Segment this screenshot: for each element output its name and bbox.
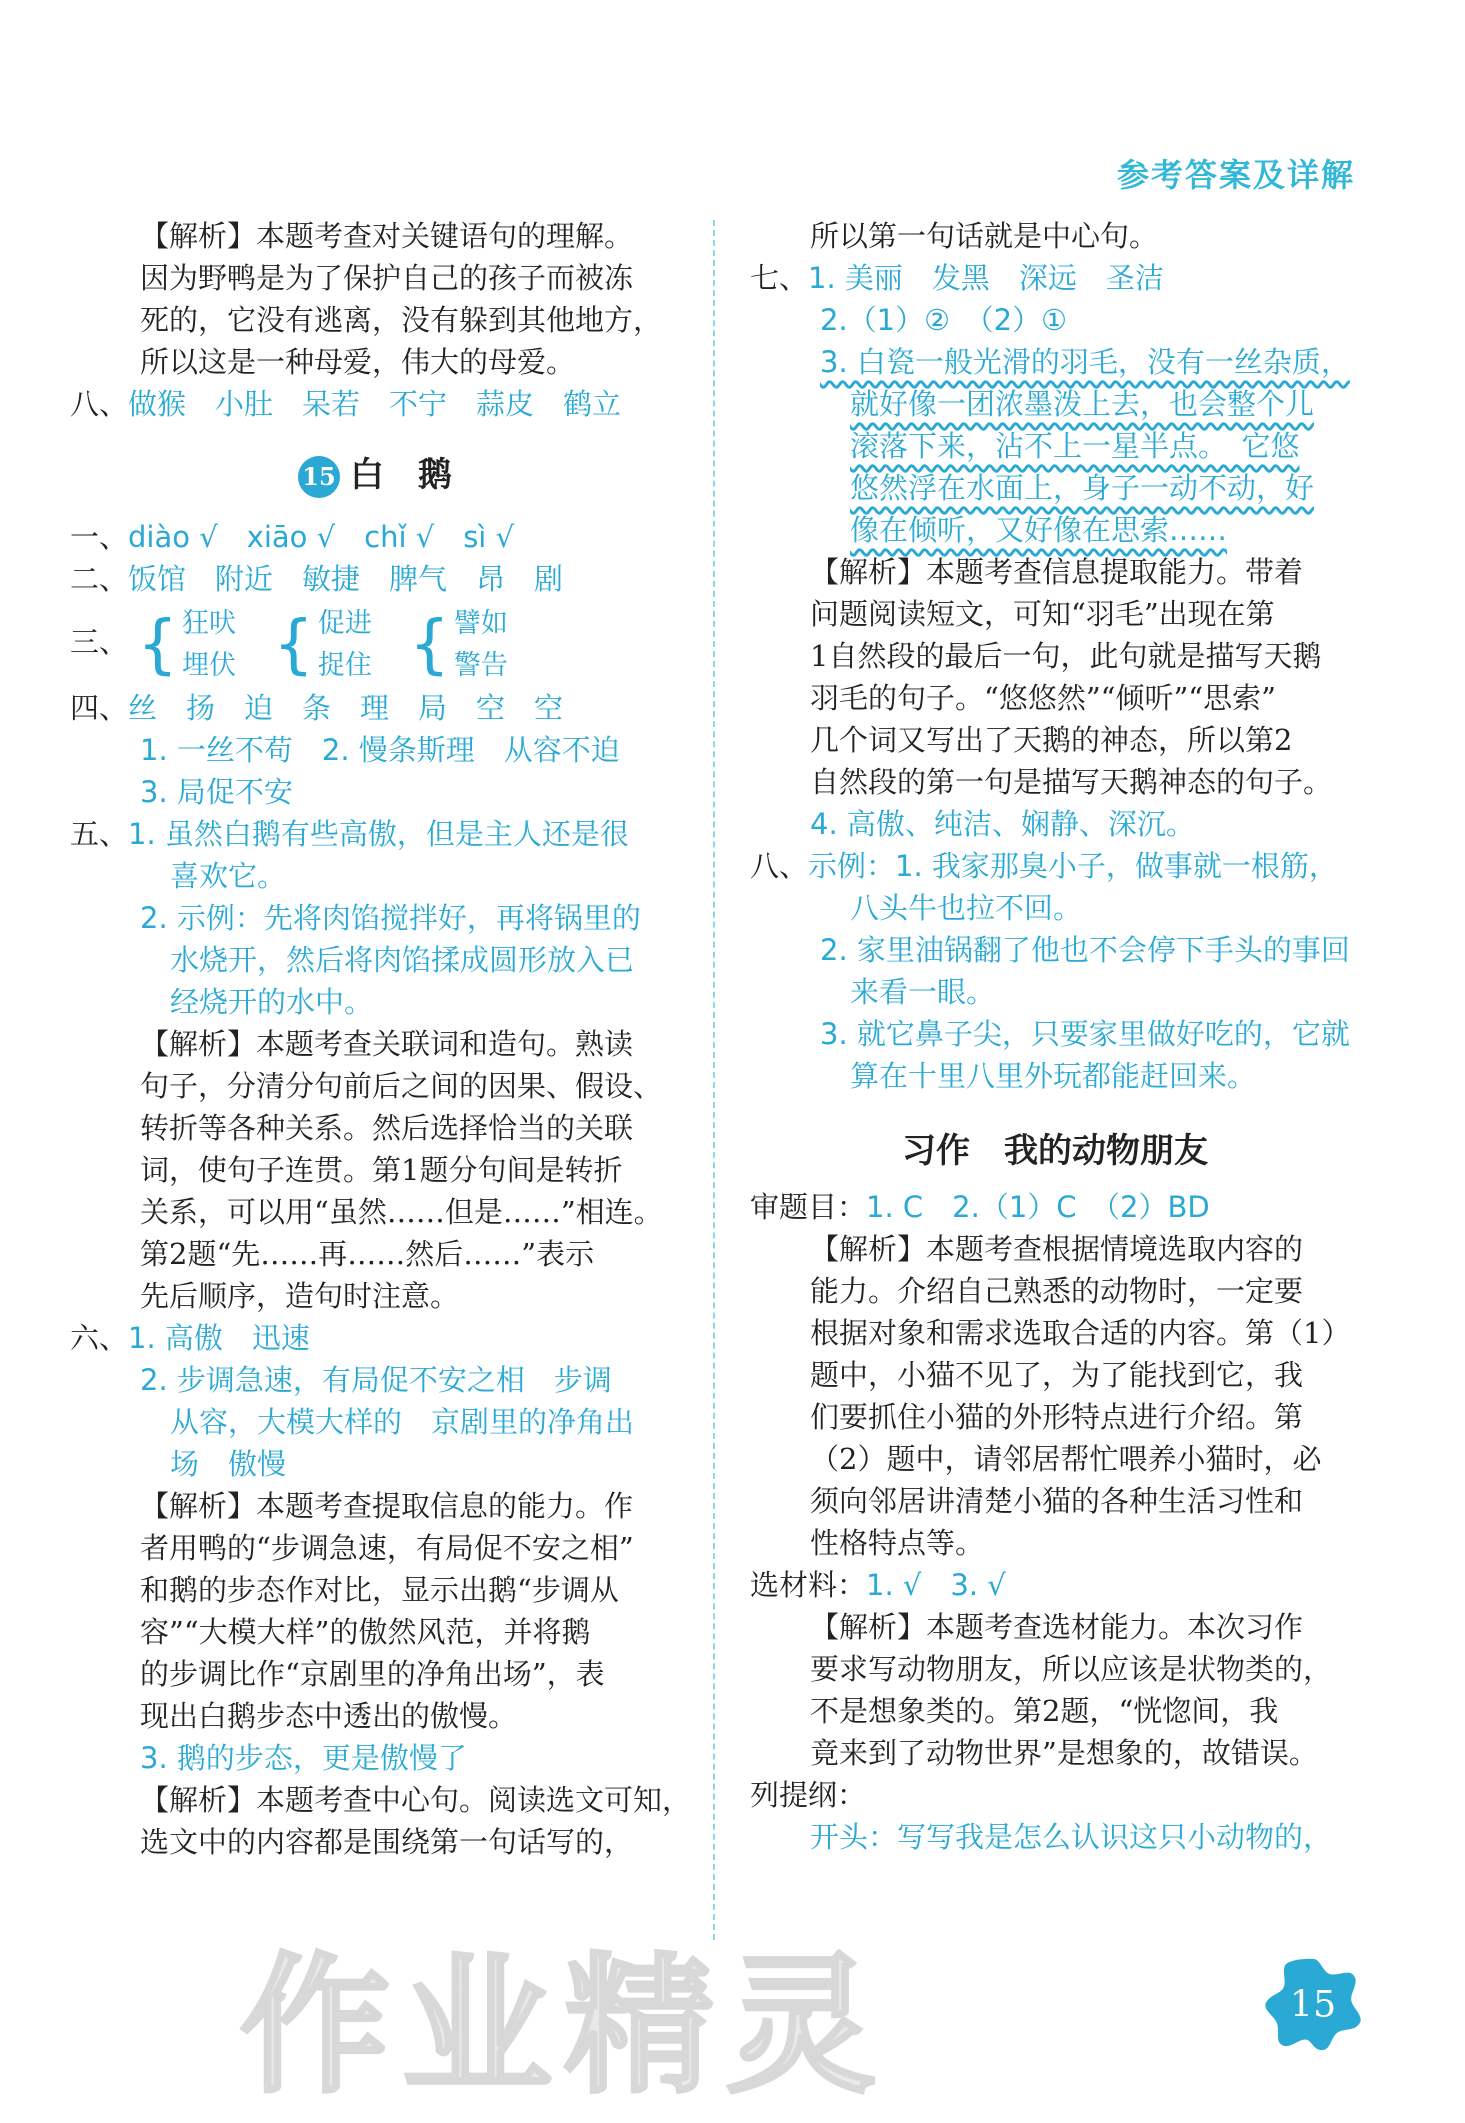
lesson-number-badge: 15 (298, 456, 340, 498)
answer: 1. 美丽 发黑 深远 圣洁 (808, 261, 1164, 295)
question-label: 七、 (750, 261, 809, 295)
writing-title: 习作 我的动物朋友 (902, 1131, 1208, 1171)
page-number: 15 (1289, 1982, 1337, 2026)
text-line: 【解析】本题考查对关键语句的理解。 (140, 219, 634, 253)
analysis-line: 者用鸭的“步调急速，有局促不安之相” (140, 1531, 634, 1565)
answer: 1. 虽然白鹅有些高傲，但是主人还是很 (128, 817, 629, 851)
analysis-line: （2）题中，请邻居帮忙喂养小猫时，必 (810, 1442, 1322, 1476)
sub-answer: 算在十里八里外玩都能赶回来。 (850, 1059, 1257, 1093)
analysis-line: 【解析】本题考查关联词和造句。熟读 (140, 1027, 634, 1061)
analysis-line: 【解析】本题考查提取信息的能力。作 (140, 1489, 634, 1523)
question-label: 一、 (70, 520, 129, 554)
question-5 (70, 813, 680, 855)
question-4 (70, 687, 680, 729)
sub-answer: 1. 一丝不苟 2. 慢条斯理 从容不迫 (140, 733, 620, 767)
analysis-line: 几个词又写出了天鹅的神态，所以第2 (810, 723, 1293, 757)
sub-answer: 经烧开的水中。 (170, 985, 374, 1019)
analysis-line: 的步调比作“京剧里的净角出场”，表 (140, 1657, 605, 1691)
question-label: 二、 (70, 562, 129, 596)
sub-answer: 从容，大模大样的 京剧里的净角出 (170, 1405, 635, 1439)
sub-answer: 来看一眼。 (850, 975, 996, 1009)
sub-answer: 2. 家里油锅翻了他也不会停下手头的事回 (820, 933, 1350, 967)
analysis-line: 选文中的内容都是围绕第一句话写的， (140, 1825, 634, 1859)
page-header: 参考答案及详解 (1116, 156, 1355, 194)
question-8-right (750, 845, 1360, 887)
sub-answer: 3. 就它鼻子尖，只要家里做好吃的，它就 (820, 1017, 1350, 1051)
question-8 (70, 383, 680, 425)
question-label: 八、 (750, 849, 809, 883)
right-column (750, 215, 1360, 1858)
analysis-line: 竟来到了动物世界”是想象的，故错误。 (810, 1736, 1318, 1770)
sub-answer: 喜欢它。 (170, 859, 287, 893)
sub-answer: 2. 步调急速，有局促不安之相 步调 (140, 1363, 612, 1397)
answer: 1. 高傲 迅速 (128, 1321, 310, 1355)
analysis-line: 羽毛的句子。“悠悠然”“倾听”“思索” (810, 681, 1276, 715)
analysis-line: 容”“大模大样”的傲然风范，并将鹅 (140, 1615, 591, 1649)
analysis-line: 们要抓住小猫的外形特点进行介绍。第 (810, 1400, 1304, 1434)
word-pair: { 促进 捉住 (273, 608, 372, 682)
word: 譬如 (453, 608, 508, 639)
answer: 1. C 2.（1）C （2）BD (866, 1190, 1210, 1224)
answer: 示例：1. 我家那臭小子，做事就一根筋， (808, 849, 1338, 883)
sub-answer: 就好像一团浓墨泼上去，也会整个儿 (850, 387, 1315, 421)
analysis-line: 问题阅读短文，可知“羽毛”出现在第 (810, 597, 1275, 631)
answer: 饭馆 附近 敏捷 脾气 昂 剧 (128, 562, 564, 596)
analysis-line: 现出白鹅步态中透出的傲慢。 (140, 1699, 518, 1733)
sub-answer: 水烧开，然后将肉馅揉成圆形放入已 (170, 943, 635, 977)
word: 狂吠 (181, 608, 236, 639)
answer: 开头：写写我是怎么认识这只小动物的， (810, 1820, 1333, 1854)
analysis-line: 【解析】本题考查中心句。阅读选文可知， (140, 1783, 692, 1817)
section-label: 列提纲： (750, 1778, 867, 1812)
word-pair: { 譬如 警告 (409, 608, 508, 682)
analysis-line: 根据对象和需求选取合适的内容。第（1） (810, 1316, 1351, 1350)
xuan-cai-liao (750, 1564, 1360, 1606)
answer: diào √ xiāo √ chǐ √ sì √ (128, 520, 515, 554)
word: 警告 (453, 650, 508, 681)
sub-answer: 场 傲慢 (170, 1447, 287, 1481)
analysis-line: 转折等各种关系。然后选择恰当的关联 (140, 1111, 634, 1145)
answer: 做猴 小肚 呆若 不宁 蒜皮 鹤立 (128, 387, 622, 421)
sub-answer: 3. 局促不安 (140, 775, 293, 809)
sub-answer: 八头牛也拉不回。 (850, 891, 1083, 925)
sub-answer: 4. 高傲、纯洁、娴静、深沉。 (810, 807, 1195, 841)
analysis-line: 词，使句子连贯。第1题分句间是转折 (140, 1153, 623, 1187)
analysis-line: 先后顺序，造句时注意。 (140, 1279, 460, 1313)
section-label: 选材料： (750, 1568, 867, 1602)
watermark: 作业精灵 (240, 1940, 889, 2114)
analysis-line: 【解析】本题考查选材能力。本次习作 (810, 1610, 1304, 1644)
analysis-line: 【解析】本题考查根据情境选取内容的 (810, 1232, 1304, 1266)
analysis-line: 关系，可以用“虽然……但是……”相连。 (140, 1195, 663, 1229)
analysis-line: 题中，小猫不见了，为了能找到它，我 (810, 1358, 1304, 1392)
sub-answer: 像在倾听，又好像在思索…… (850, 513, 1228, 547)
lesson-title (70, 447, 680, 498)
analysis-line: 句子，分清分句前后之间的因果、假设、 (140, 1069, 663, 1103)
analysis-line: 性格特点等。 (810, 1526, 985, 1560)
question-7 (750, 257, 1360, 299)
word: 促进 (317, 608, 372, 639)
word: 埋伏 (181, 650, 236, 681)
page-number-badge (1265, 1955, 1361, 2051)
question-label: 五、 (70, 817, 129, 851)
analysis-line: 要求写动物朋友，所以应该是状物类的， (810, 1652, 1333, 1686)
sub-answer: 2.（1）② （2）① (820, 303, 1068, 337)
analysis-line: 【解析】本题考查信息提取能力。带着 (810, 555, 1304, 589)
analysis-line: 第2题“先……再……然后……”表示 (140, 1237, 595, 1271)
sub-answer: 滚落下来，沾不上一星半点。 它悠 (850, 429, 1300, 463)
left-column (70, 215, 692, 1863)
text-line: 因为野鸭是为了保护自己的孩子而被冻 (140, 261, 634, 295)
analysis-line: 和鹅的步态作对比，显示出鹅“步调从 (140, 1573, 619, 1607)
text-line: 所以这是一种母爱，伟大的母爱。 (140, 345, 576, 379)
question-label: 六、 (70, 1321, 129, 1355)
question-label: 三、 (70, 625, 129, 659)
sub-answer: 3. 白瓷一般光滑的羽毛，没有一丝杂质， (820, 345, 1350, 379)
shen-ti-mu (750, 1186, 1360, 1228)
analysis-line: 须向邻居讲清楚小猫的各种生活习性和 (810, 1484, 1304, 1518)
word-pair: { 狂吠 埋伏 (137, 608, 236, 682)
sub-answer: 悠然浮在水面上，身子一动不动，好 (850, 471, 1315, 505)
answer: 丝 扬 迫 条 理 局 空 空 (128, 691, 564, 725)
text-line: 所以第一句话就是中心句。 (810, 219, 1159, 253)
analysis-line: 自然段的第一句是描写天鹅神态的句子。 (810, 765, 1333, 799)
answer: 1. √ 3. √ (866, 1568, 1006, 1602)
word: 捉住 (317, 650, 372, 681)
question-6 (70, 1317, 680, 1359)
question-3 (70, 600, 680, 687)
analysis-line: 能力。介绍自己熟悉的动物时，一定要 (810, 1274, 1304, 1308)
column-divider (713, 220, 715, 1940)
question-2 (70, 558, 680, 600)
question-1 (70, 516, 680, 558)
lesson-title-text: 白 鹅 (350, 455, 452, 495)
text-line: 死的，它没有逃离，没有躲到其他地方， (140, 303, 663, 337)
sub-answer: 3. 鹅的步态，更是傲慢了 (140, 1741, 467, 1775)
sub-answer: 2. 示例：先将肉馅搅拌好，再将锅里的 (140, 901, 641, 935)
question-label: 八、 (70, 387, 129, 421)
analysis-line: 不是想象类的。第2题，“恍惚间，我 (810, 1694, 1279, 1728)
section-label: 审题目： (750, 1190, 867, 1224)
analysis-line: 1自然段的最后一句，此句就是描写天鹅 (810, 639, 1322, 673)
question-label: 四、 (70, 691, 129, 725)
